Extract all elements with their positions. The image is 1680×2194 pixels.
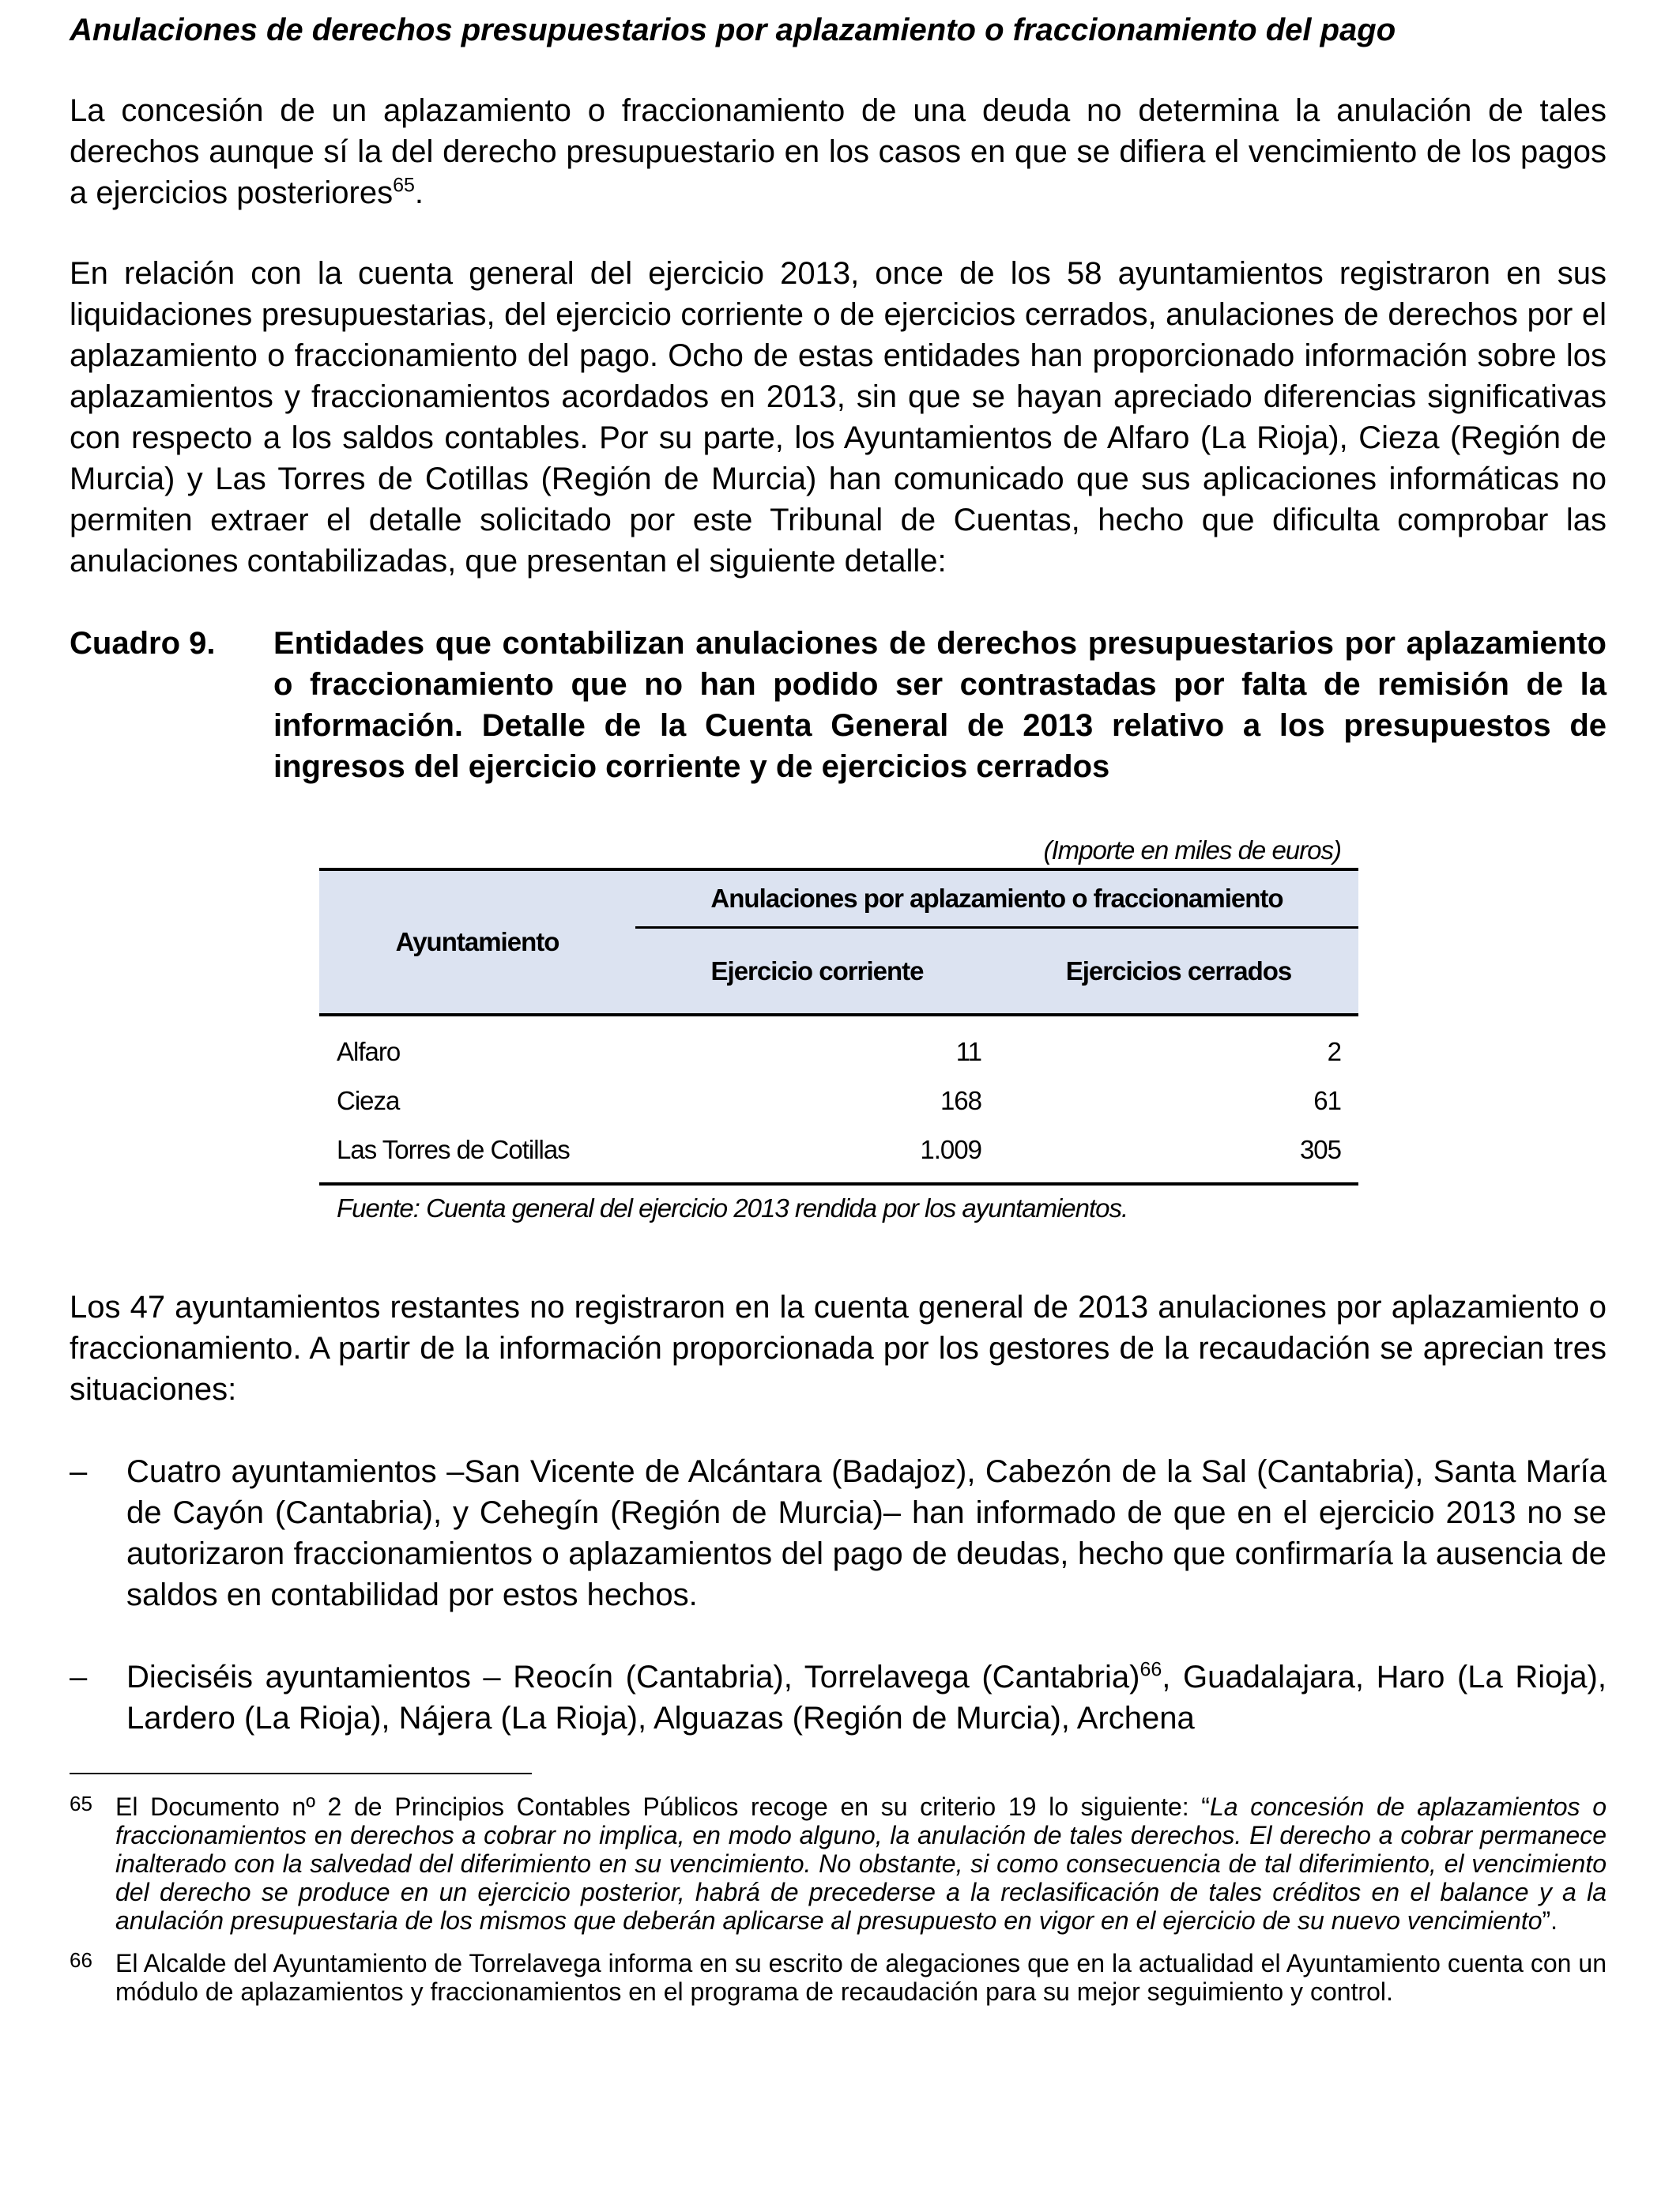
- table-source: Fuente: Cuenta general del ejercicio 2013 rendida por los ayuntamientos.: [337, 1193, 1128, 1223]
- table-unit-note: (Importe en miles de euros): [1043, 835, 1341, 865]
- bullet-text-end: , Guadalajara, Haro (La Rioja), Lardero (La Rioja), Nájera (La Rioja), Alguazas (Región de Murcia), Archena: [126, 1660, 1607, 1736]
- table-header: [319, 868, 1358, 1016]
- table-body: [319, 1016, 1358, 1186]
- bullet-dash: –: [70, 1660, 88, 1695]
- cell-ayuntamiento: Alfaro: [337, 1037, 401, 1066]
- footnote-tail: ”.: [1542, 1906, 1558, 1935]
- footnote-quote: La concesión de aplazamientos o fraccionamientos en derechos a cobrar no implica, en modo alguno, la anulación de tales derechos. El derecho a cobrar permanece inalterado con la salvedad del diferimiento en su vencimiento. No obstante, si como consecuencia de tal diferimiento, el vencimiento del derecho se produce en un ejercicio posterior, habrá de precederse a la reclasificación de tales créditos en el balance y a la anulación presupuestaria de los mismos que deberán aplicarse al presupuesto en vigor en el ejercicio de su nuevo vencimiento: [115, 1793, 1607, 1935]
- paragraph-restantes: Los 47 ayuntamientos restantes no registraron en la cuenta general de 2013 anulaciones por aplazamiento o fraccionamiento. A partir de la información proporcionada por los gestores de la recaudación se aprecian tres situaciones:: [70, 1290, 1607, 1407]
- table-row: [319, 1076, 1358, 1125]
- footnote-text: El Alcalde del Ayuntamiento de Torrelavega informa en su escrito de alegaciones que en la actualidad el Ayuntamiento cuenta con un módulo de aplazamientos y fraccionamientos en el programa de recaudación para su mejor seguimiento y control.: [115, 1949, 1607, 2006]
- bullet-text-start: Dieciséis ayuntamientos – Reocín (Cantabria), Torrelavega (Cantabria): [126, 1660, 1140, 1695]
- column-header-cerrados: Ejercicios cerrados: [1065, 956, 1292, 986]
- footnote-text: [115, 1793, 1607, 1935]
- section-heading: Anulaciones de derechos presupuestarios por aplazamiento o fraccionamiento del pago: [70, 13, 1396, 47]
- cell-corriente: 11: [955, 1037, 981, 1066]
- cell-ayuntamiento: Las Torres de Cotillas: [337, 1135, 570, 1164]
- paragraph-concesion-end: .: [414, 175, 424, 210]
- column-group-header: Anulaciones por aplazamiento o fraccionamiento: [635, 871, 1358, 929]
- footnote-65: [70, 1793, 1607, 1935]
- footnote-separator: [70, 1773, 532, 1774]
- footnote-number: 65: [70, 1792, 92, 1815]
- bullet-text: [126, 1657, 1607, 1739]
- cell-corriente: 168: [940, 1086, 981, 1115]
- bullet-text: Cuatro ayuntamientos –San Vicente de Alcántara (Badajoz), Cabezón de la Sal (Cantabria), Santa María de Cayón (Cantabria), y Cehegín (Región de Murcia)– han informado de que en el ejercicio 2013 no se autorizaron fraccionamientos o aplazamientos del pago de deudas, hecho que confirmaría la ausencia de saldos en contabilidad por estos hechos.: [126, 1454, 1607, 1612]
- footnote-66: [70, 1949, 1607, 2006]
- paragraph-cuenta-general: En relación con la cuenta general del ejercicio 2013, once de los 58 ayuntamientos registraron en sus liquidaciones presupuestarias, del ejercicio corriente o de ejercicios cerrados, anulaciones de derechos por el aplazamiento o fraccionamiento del pago. Ocho de estas entidades han proporcionado información sobre los aplazamientos y fraccionamientos acordados en 2013, sin que se hayan apreciado diferencias significativas con respecto a los saldos contables. Por su parte, los Ayuntamientos de Alfaro (La Rioja), Cieza (Región de Murcia) y Las Torres de Cotillas (Región de Murcia) han comunicado que sus aplicaciones informáticas no permiten extraer el detalle solicitado por este Tribunal de Cuentas, hecho que dificulta comprobar las anulaciones contabilizadas, que presentan el siguiente detalle:: [70, 256, 1607, 579]
- paragraph-concesion: [70, 90, 1607, 213]
- paragraph-concesion-text: La concesión de un aplazamiento o fraccionamiento de una deuda no determina la anulación de tales derechos aunque sí la del derecho presupuestario en los casos en que se difiera el vencimiento de los pagos a ejercicios posteriores: [70, 93, 1607, 210]
- footnote-ref-65[interactable]: 65: [393, 174, 415, 197]
- cell-cerrados: 305: [1299, 1135, 1341, 1164]
- document-page: [70, 9, 1607, 1739]
- bullet-dash: –: [70, 1454, 88, 1489]
- column-header-corriente: Ejercicio corriente: [710, 956, 924, 986]
- anulaciones-table: [319, 833, 1358, 1227]
- cell-ayuntamiento: Cieza: [337, 1086, 400, 1115]
- cell-cerrados: 2: [1327, 1037, 1341, 1066]
- cell-cerrados: 61: [1313, 1086, 1341, 1115]
- column-header-ayuntamiento: Ayuntamiento: [395, 927, 559, 956]
- footnote-lead: El Documento nº 2 de Principios Contables Públicos recoge en su criterio 19 lo siguiente: “: [115, 1793, 1210, 1821]
- table-row: [319, 1125, 1358, 1174]
- footnotes: [70, 1793, 1607, 2006]
- table-caption-label: Cuadro 9.: [70, 626, 216, 661]
- table-caption-text: Entidades que contabilizan anulaciones de derechos presupuestarios por aplazamiento o fraccionamiento que no han podido ser contrastadas por falta de remisión de la información. Detalle de la Cuenta General de 2013 relativo a los presupuestos de ingresos del ejercicio corriente y de ejercicios cerrados: [273, 626, 1607, 784]
- footnote-number: 66: [70, 1948, 92, 1972]
- cell-corriente: 1.009: [920, 1135, 981, 1164]
- list-item: [70, 1657, 1607, 1739]
- table-caption: [70, 623, 1607, 787]
- footnote-ref-66[interactable]: 66: [1139, 1658, 1162, 1681]
- table-row: [319, 1027, 1358, 1076]
- list-item: [70, 1451, 1607, 1615]
